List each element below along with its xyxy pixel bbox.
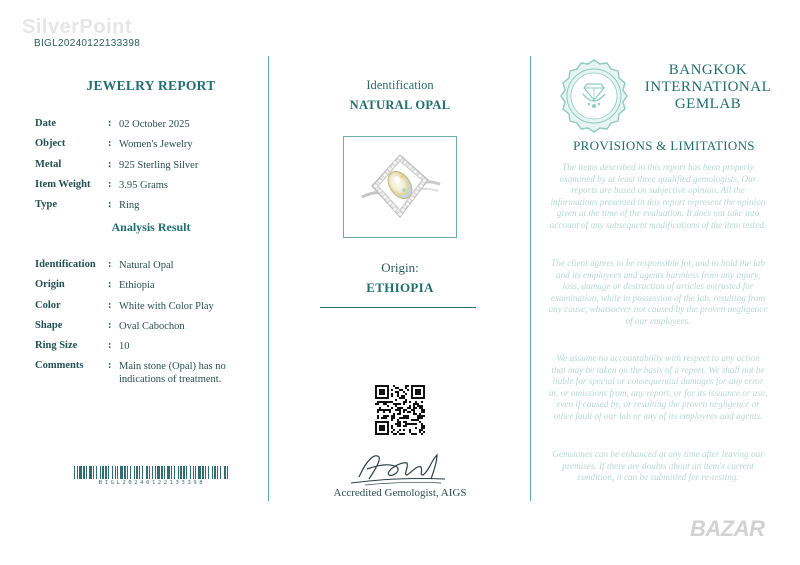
watermark-bottom: BAZAR: [690, 516, 765, 541]
details-row-type: [35, 199, 265, 219]
row-label: Date: [35, 118, 56, 129]
origin-value: ETHIOPIA: [366, 280, 434, 295]
row-label: Color: [35, 299, 61, 311]
row-label: Identification: [35, 259, 96, 270]
provisions-paragraph: Gemstones can be enhanced at any time after leaving our premises. If there are doubts about an item's current condition, it can be submitted for re-testing.: [552, 449, 764, 483]
analysis-row-comments: [35, 360, 265, 386]
provisions-paragraph: The items described in this report has been properly examined by at least three qualified gemologists. Our reports are based on subjective opinion. All the informations presented in this report represent the opinion given at the time of the evaluation. It does not take into account of any subsequent modifications of the item tested.: [549, 162, 767, 230]
row-label: Comments: [35, 360, 84, 372]
gemologist-caption: Accredited Gemologist, AIGS: [333, 487, 467, 499]
row-value: 925 Sterling Silver: [119, 159, 199, 171]
signature-icon: [345, 447, 455, 489]
analysis-row-origin: [35, 279, 265, 299]
analysis-row-identification: [35, 259, 265, 279]
barcode-number: BIGL20240122133398: [98, 480, 206, 486]
report-title: JEWELRY REPORT: [86, 78, 216, 93]
row-value: Ethiopia: [119, 280, 155, 292]
qr-code-icon: [375, 385, 425, 435]
provisions-paragraph: We assume no accountability with respect to any action that may be taken on the basis of a report. We shall not be liable for special or consequential damages for any error in, or omissions from, any report, or for its issuance or use, even if caused by, or resulting the proven negligence or other fault of our lab or any of its employees and agents.: [548, 353, 768, 421]
analysis-row-ring-size: [35, 340, 265, 360]
row-value: White with Color Play: [119, 300, 214, 312]
watermark-top: SilverPoint: [22, 16, 132, 38]
ring-photo-frame: [343, 136, 457, 238]
row-colon: :: [108, 178, 112, 190]
row-value: Ring: [119, 200, 140, 212]
row-label: Shape: [35, 319, 63, 331]
provisions-title: PROVISIONS & LIMITATIONS: [573, 138, 755, 153]
details-row-metal: [35, 159, 265, 179]
row-colon: :: [108, 118, 112, 129]
row-value: 3.95 Grams: [119, 179, 168, 191]
row-label: Object: [35, 138, 66, 150]
column-divider-right: [530, 56, 531, 501]
details-row-object: [35, 138, 265, 158]
details-row-weight: [35, 179, 265, 199]
details-table: [35, 118, 265, 219]
row-colon: :: [108, 158, 112, 170]
row-value: 10: [119, 341, 130, 353]
origin-label: Origin:: [381, 260, 419, 275]
row-label: Ring Size: [35, 340, 78, 352]
provisions-paragraph: The client agrees to be responsible for, and to hold the lab and its employees and agents harmless from any injury, loss, damage or destruction of articles entrusted for examination, while in possession of the lab, resulting from any cause, whatsoever not caused by the proven negligence of our employees.: [548, 258, 768, 326]
row-colon: :: [108, 279, 112, 291]
row-colon: :: [108, 199, 112, 211]
row-value: Women's Jewelry: [119, 139, 193, 151]
row-colon: :: [108, 319, 112, 331]
row-value: Main stone (Opal) has no indications of treatment.: [119, 361, 226, 386]
lab-name: BANGKOK INTERNATIONAL GEMLAB: [644, 62, 772, 112]
analysis-row-shape: [35, 320, 265, 340]
row-colon: :: [108, 138, 112, 150]
row-value: Natural Opal: [119, 260, 174, 271]
row-value: 02 October 2025: [119, 119, 190, 130]
opal-ring-photo: [344, 137, 455, 236]
barcode-icon: [74, 466, 230, 479]
row-colon: :: [108, 259, 112, 270]
row-colon: :: [108, 299, 112, 311]
row-label: Metal: [35, 158, 62, 170]
origin-underline: [320, 307, 476, 308]
row-colon: :: [108, 360, 112, 372]
analysis-row-color: [35, 300, 265, 320]
details-row-date: [35, 118, 265, 138]
row-label: Item Weight: [35, 178, 91, 190]
analysis-title: Analysis Result: [111, 220, 191, 234]
gemlab-seal-icon: [556, 58, 632, 134]
report-id: BIGL20240122133398: [34, 38, 141, 49]
row-value: Oval Cabochon: [119, 320, 185, 332]
analysis-table: [35, 259, 265, 386]
row-label: Origin: [35, 279, 65, 291]
identification-value: NATURAL OPAL: [349, 98, 451, 112]
row-label: Type: [35, 199, 57, 211]
identification-label: Identification: [366, 78, 434, 92]
row-colon: :: [108, 340, 112, 352]
